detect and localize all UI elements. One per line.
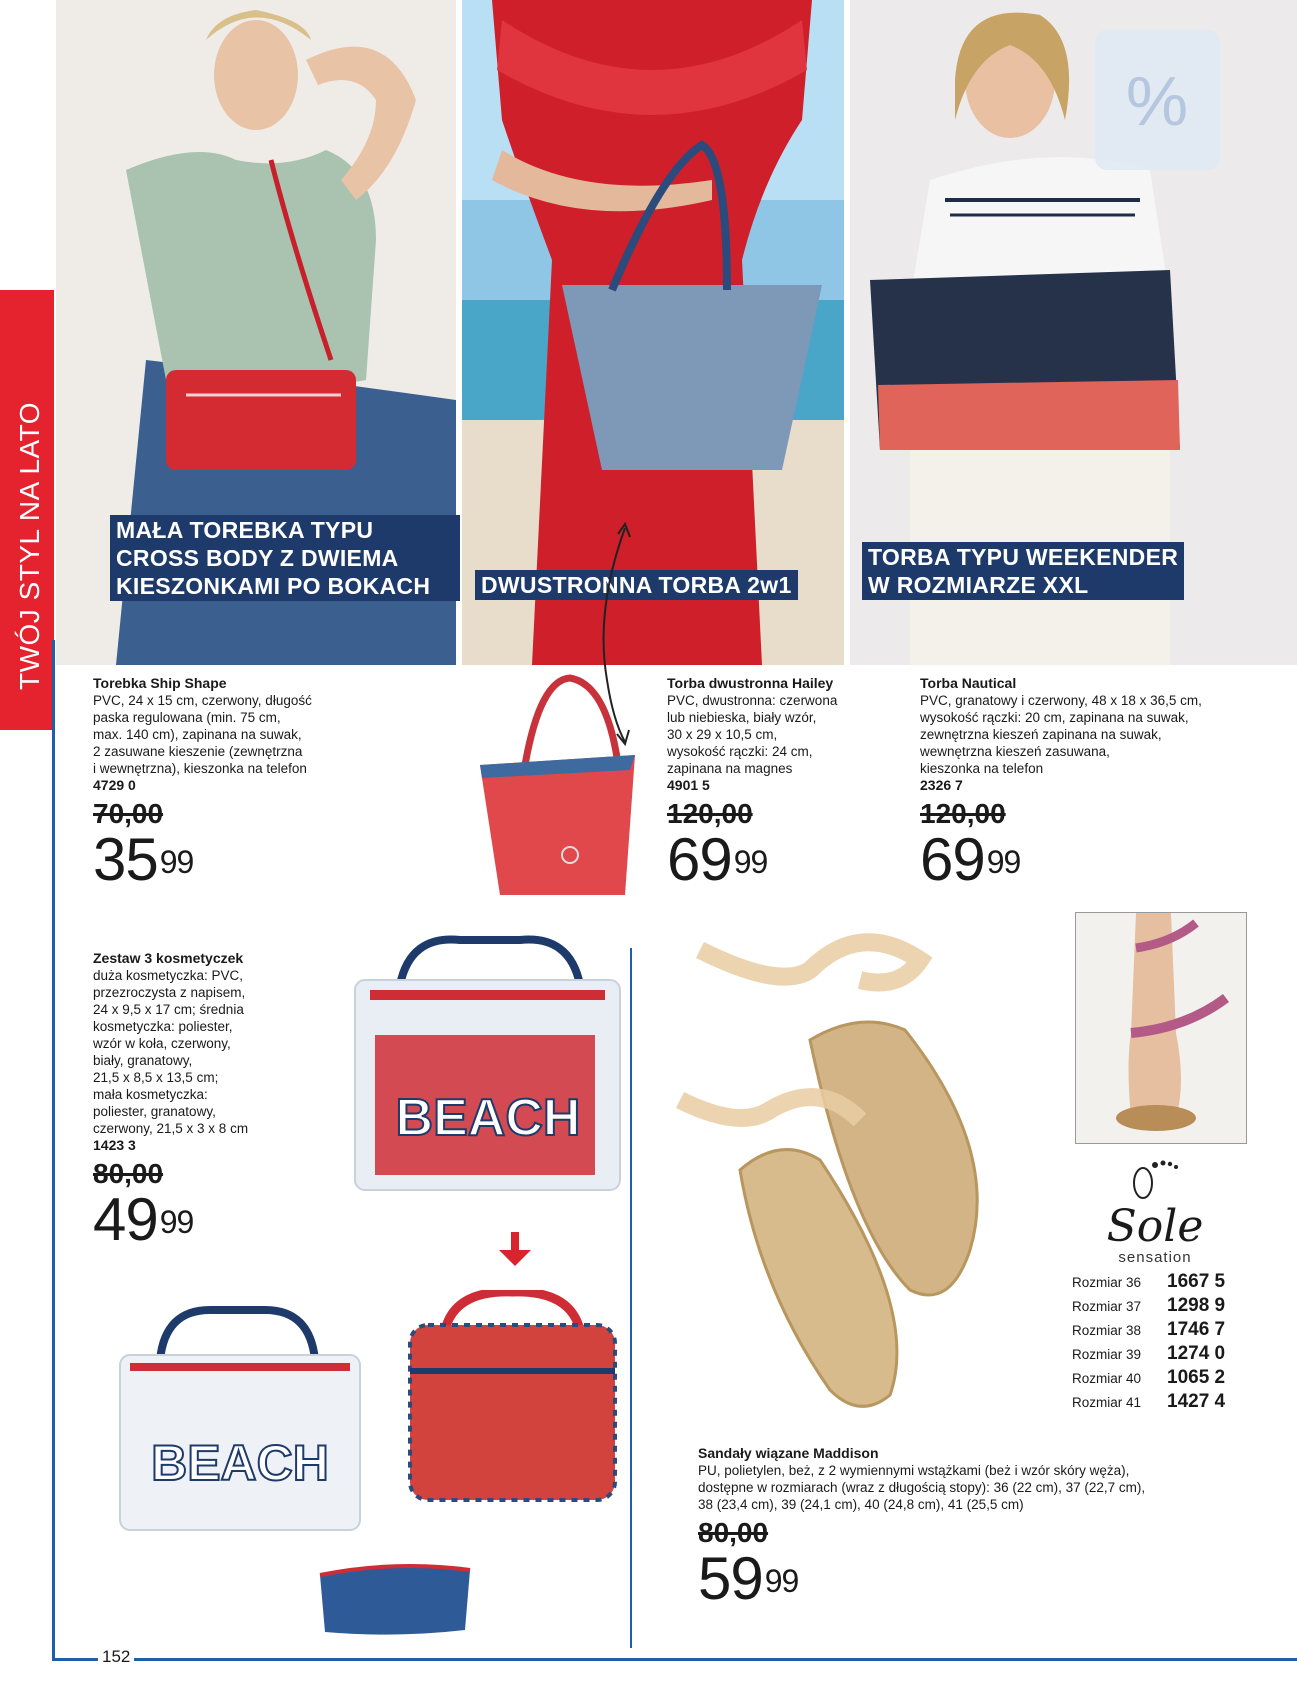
product-title: Torba dwustronna Hailey xyxy=(667,675,834,691)
product-desc-line: wysokość rączki: 20 cm, zapinana na suwak, xyxy=(920,710,1189,725)
photo-sandals xyxy=(660,930,1030,1420)
product-desc-line: dostępne w rozmiarach (wraz z długością stopy): 36 (22 cm), 37 (22,7 cm), xyxy=(698,1480,1146,1495)
price: $69^{99}$ xyxy=(667,826,768,893)
product-code: 4901 5 xyxy=(667,777,710,793)
old-price: 80,00 xyxy=(698,1517,769,1548)
bag-print-text: BEACH xyxy=(151,1435,329,1491)
product-desc-line: wewnętrzna kieszeń zasuwana, xyxy=(920,744,1110,759)
size-table xyxy=(1072,1270,1225,1414)
product-desc-line: 30 x 29 x 10,5 cm, xyxy=(667,727,778,742)
size-row xyxy=(1072,1270,1225,1294)
svg-text:%: % xyxy=(1125,62,1189,140)
photo-small-pouch xyxy=(315,1560,475,1640)
page-number: 152 xyxy=(98,1647,134,1667)
size-code: 1746 7 xyxy=(1167,1319,1226,1340)
product-desc-line: 38 (23,4 cm), 39 (24,1 cm), 40 (24,8 cm), 41 (25,5 cm) xyxy=(698,1497,1024,1512)
product-desc-line: paska regulowana (min. 75 cm, xyxy=(93,710,281,725)
banner-weekender: TORBA TYPU WEEKENDER W ROZMIARZE XXL xyxy=(862,542,1184,600)
photo-clear-beach-bag xyxy=(115,1305,365,1535)
price: $35^{99}$ xyxy=(93,826,194,893)
frame-left-line xyxy=(52,640,55,1660)
product-desc-line: zewnętrzna kieszeń zapinana na suwak, xyxy=(920,727,1162,742)
brand-logo-sole-sensation xyxy=(1090,1155,1220,1266)
section-tab-label: TWÓJ STYL NA LATO xyxy=(14,401,45,690)
product-desc-line: czerwony, 21,5 x 3 x 8 cm xyxy=(93,1121,249,1136)
size-label: Rozmiar 39 xyxy=(1072,1346,1142,1362)
product-nautical xyxy=(920,675,1260,893)
down-arrow-icon xyxy=(495,1230,535,1270)
product-desc-line: max. 140 cm), zapinana na suwak, xyxy=(93,727,302,742)
price: $69^{99}$ xyxy=(920,826,1021,893)
photo-sandal-on-foot xyxy=(1075,912,1247,1144)
product-hailey xyxy=(667,675,887,893)
product-title: Zestaw 3 kosmetyczek xyxy=(93,950,244,966)
product-sandals xyxy=(698,1445,1258,1612)
product-desc-line: PVC, dwustronna: czerwona xyxy=(667,693,838,708)
product-desc-line: kieszonka na telefon xyxy=(920,761,1044,776)
product-desc-line: biały, granatowy, xyxy=(93,1053,193,1068)
size-code: 1298 9 xyxy=(1167,1295,1226,1316)
photo-reversible-model xyxy=(462,0,844,665)
bag-print-text: BEACH xyxy=(395,1089,581,1147)
product-desc-line: poliester, granatowy, xyxy=(93,1104,216,1119)
price: $49^{99}$ xyxy=(93,1186,194,1253)
size-row xyxy=(1072,1390,1225,1414)
old-price: 120,00 xyxy=(667,798,753,829)
product-code: 2326 7 xyxy=(920,777,963,793)
footprint-icon xyxy=(1125,1155,1185,1200)
product-desc-line: wzór w koła, czerwony, xyxy=(93,1036,231,1051)
product-desc-line: PVC, granatowy i czerwony, 48 x 18 x 36,5 cm, xyxy=(920,693,1202,708)
product-code: 1423 3 xyxy=(93,1137,136,1153)
product-title: Sandały wiązane Maddison xyxy=(698,1445,879,1461)
product-code: 4729 0 xyxy=(93,777,136,793)
size-row xyxy=(1072,1318,1225,1342)
size-code: 1427 4 xyxy=(1167,1391,1226,1412)
product-desc-line: 24 x 9,5 x 17 cm; średnia xyxy=(93,1002,244,1017)
product-desc-line: zapinana na magnes xyxy=(667,761,793,776)
section-divider xyxy=(630,948,632,1648)
size-code: 1667 5 xyxy=(1167,1271,1226,1292)
size-code: 1065 2 xyxy=(1167,1367,1226,1388)
product-title: Torba Nautical xyxy=(920,675,1017,691)
banner-reversible: DWUSTRONNA TORBA 2w1 xyxy=(475,570,798,600)
product-ship-shape xyxy=(93,675,433,893)
section-tab-wedge xyxy=(0,700,54,730)
product-title: Torebka Ship Shape xyxy=(93,675,227,691)
old-price: 120,00 xyxy=(920,798,1006,829)
old-price: 80,00 xyxy=(93,1158,164,1189)
product-desc-line: 2 zasuwane kieszenie (zewnętrzna xyxy=(93,744,303,759)
size-label: Rozmiar 37 xyxy=(1072,1298,1142,1314)
product-desc-line: lub niebieska, biały wzór, xyxy=(667,710,817,725)
frame-bottom-line xyxy=(52,1658,1297,1661)
size-row xyxy=(1072,1366,1225,1390)
brand-sub: sensation xyxy=(1118,1249,1192,1266)
price: $59^{99}$ xyxy=(698,1545,799,1612)
product-desc-line: PU, polietylen, beż, z 2 wymiennymi wstążkami (beż i wzór skóry węża), xyxy=(698,1463,1130,1478)
photo-patterned-vanity-case xyxy=(405,1290,620,1505)
product-desc-line: wysokość rączki: 24 cm, xyxy=(667,744,813,759)
size-label: Rozmiar 38 xyxy=(1072,1322,1142,1338)
size-code: 1274 0 xyxy=(1167,1343,1226,1364)
brand-main: Sole xyxy=(1106,1201,1204,1252)
product-desc-line: i wewnętrzna), kieszonka na telefon xyxy=(93,761,307,776)
curved-arrow-icon xyxy=(585,520,635,750)
product-desc-line: PVC, 24 x 15 cm, czerwony, długość xyxy=(93,693,312,708)
size-label: Rozmiar 41 xyxy=(1072,1394,1142,1410)
old-price: 70,00 xyxy=(93,798,164,829)
product-cosmetics xyxy=(93,950,313,1253)
product-desc-line: kosmetyczka: poliester, xyxy=(93,1019,233,1034)
photo-cosmetic-bag-set xyxy=(350,935,625,1205)
size-row xyxy=(1072,1342,1225,1366)
product-desc-line: mała kosmetyczka: xyxy=(93,1087,208,1102)
size-row xyxy=(1072,1294,1225,1318)
banner-crossbody: MAŁA TOREBKA TYPU CROSS BODY Z DWIEMA KIESZONKAMI PO BOKACH xyxy=(110,515,460,601)
size-label: Rozmiar 36 xyxy=(1072,1274,1142,1290)
product-desc-line: przezroczysta z napisem, xyxy=(93,985,246,1000)
product-desc-line: duża kosmetyczka: PVC, xyxy=(93,968,244,983)
size-label: Rozmiar 40 xyxy=(1072,1370,1142,1386)
product-desc-line: 21,5 x 8,5 x 13,5 cm; xyxy=(93,1070,219,1085)
